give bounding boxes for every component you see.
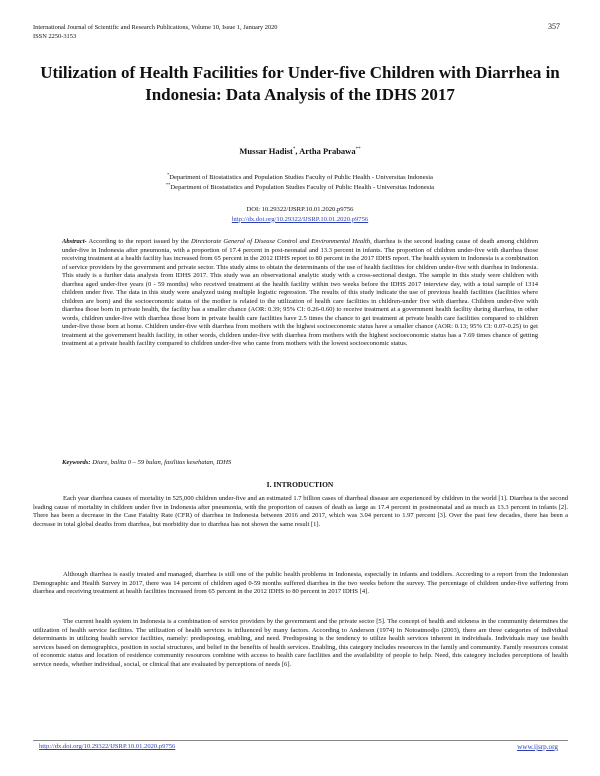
footer-site-link[interactable]: www.ijsrp.org	[517, 743, 558, 751]
keywords-label: Keywords:	[62, 459, 91, 466]
issn: ISSN 2250-3153	[33, 32, 77, 40]
affiliation-2-text: Department of Biostatistics and Population Studies Faculty of Public Health - Universitas Indonesia	[170, 184, 435, 192]
abstract-label: Abstract-	[62, 238, 87, 245]
page-number: 357	[548, 22, 560, 31]
section-heading: I. INTRODUCTION	[266, 480, 334, 489]
paper-title: Utilization of Health Facilities for Under-five Children with Diarrhea in Indonesia: Data Analysis of the IDHS 2017	[40, 63, 560, 104]
doi-link[interactable]: http://dx.doi.org/10.29322/IJSRP.10.01.2020.p9756	[231, 215, 369, 223]
author-line	[0, 146, 600, 156]
intro-paragraph-2: Although diarrhea is easily treated and managed, diarrhea is still one of the public health problems in Indonesia, especially in infants and toddlers. According to a report from the Indonesian Demographic and Health Survey in 2017, there was 14 percent of children aged 0-59 months suffered diarrhea in the two weeks before the survey. The percentage of children under-five suffering from diarrhea and receiving treatment at health facilities increased from 65 percent in the 2012 IDHS to 80 percent in 2017 IDHS [4].	[33, 571, 568, 596]
author-1: Mussar Hadist	[239, 146, 293, 156]
keywords	[62, 459, 538, 466]
doi-block	[0, 205, 600, 224]
footer-doi-link[interactable]: http://dx.doi.org/10.29322/IJSRP.10.01.2020.p9756	[39, 743, 176, 750]
author-separator: ,	[295, 146, 300, 156]
journal-name: International Journal of Scientific and Research Publications, Volume 10, Issue 1, January 2020	[33, 24, 278, 31]
affiliation-1-text: Department of Biostatistics and Population Studies Faculty of Public Health - Universitas Indonesia	[169, 174, 433, 182]
author-2-mark: **	[355, 147, 361, 153]
affiliation-2-mark: **	[165, 182, 171, 187]
footer-rule	[33, 740, 568, 741]
author-1-mark: *	[292, 147, 296, 153]
running-header	[33, 24, 568, 41]
intro-paragraph-1: Each year diarrhea causes of mortality in 525,000 children under-five and an estimated 1.7 billion cases of diarrheal disease are experienced by children in the world [1]. Diarrhea is the second leading cause of mortality in children under five in Indonesia after pneumonia, with the proportion of causes of death as large as 17.4 percent in postneonatal and as much as 13.3 percent in infants [2]. There has been a decrease in the Case Fatality Rate (CFR) of diarrhea in Indonesia between 2016 and 2017, which was 3.04 percent to 1.97 percent [3]. Over the past few decades, there has been a decrease in total global deaths from diarrhea, but morbidity due to diarrhea has not shown the same result [1].	[33, 495, 568, 528]
doi-text: DOI: 10.29322/IJSRP.10.01.2020.p9756	[246, 206, 354, 213]
affiliation-2	[0, 180, 600, 192]
abstract	[62, 238, 538, 349]
author-2: Artha Prabawa	[299, 146, 356, 156]
keywords-text: Diare, balita 0 – 59 bulan, fasilitas kesehatan, IDHS	[90, 459, 232, 466]
intro-paragraph-3: The current health system in Indonesia is a combination of service providers by the government and the private sector [5]. The concept of health and sickness in the community determines the utilization of health service facilities. The utilization of health services is influenced by many factors. According to Anderson (1974) in Notoatmodjo (2003), there are three categories of individual determinants in utilizing health service facilities, namely: predisposing, enabling, and need. Predisposing is the tendency to utilize health services inherent in individuals. Individuals may use health services based on demographics, position in social structures, and belief in the benefits of health services. Enabling, this category includes resources in the family and community. Family resources consist of economic status and location of residence community resources combine with access to health care facilities and the availability of people to help. Need, this category includes perceptions of health service needs, whether individual, social, or clinical that are evaluated by perceptions of needs [6].	[33, 618, 568, 668]
abstract-body: , diarrhea is the second leading cause of death among children under-five in Indonesia after pneumonia, with a proportion of 17.4 percent in post-neonatal and 13.3 percent in infants. The proportion of children under-five with diarrhea those receiving treatment at a health facility has increased from 65 percent in the 2012 IDHS report to 80 percent in the 2017 IDHS report. The health system in Indonesia is a combination of service providers by the government and private sector. This study aims to obtain the determinants of the use of health facilities for children under-five with diarrhea in Indonesia. This study is a further data analysis from IDHS 2017. This study was an observational analytic study with a cross-sectional design. The sample in this study were children with diarrhea aged under-five years (0 - 59 months) who received treatment at the health facility within two weeks before the IDHS 2017 interview day, with a total sample of 1314 children under five. The data in this study were analyzed using multiple logistic regression. The results of this study indicate the use of previous health facilities (facilities where children are born) and the socioeconomic status of the mother is related to the utilization of health care facilities in children-under five with diarrhea. Children under-five with diarrhea those born in private health, the facility has a smaller chance (AOR: 0.39; 95% CI: 0.26-0.60) to receive treatment at a government health facility during diarrhea, in other words, children under-five with diarrhea those born in private health care facilities have 2.5 times the chance to get treatment at private health care facilities compared to children under-five those born at home. Children under-five with diarrhea from mothers with the highest socioeconomic status have a smaller chance (AOR: 0.13; 95% CI: 0.07-0.25) to get treatment at the government health facility, in other words, children under-five with diarrhea from mothers with the highest socioeconomic status has a 7.69 times chance of getting treatment at a private health facility compared to children under-five who came from mothers with the lowest socioeconomic status.	[62, 238, 539, 347]
abstract-intro: According to the report issued by the	[86, 238, 191, 245]
abstract-italic-source: Directorate General of Disease Control and Environmental Health	[190, 238, 371, 245]
affiliation-1-mark: *	[167, 172, 170, 177]
